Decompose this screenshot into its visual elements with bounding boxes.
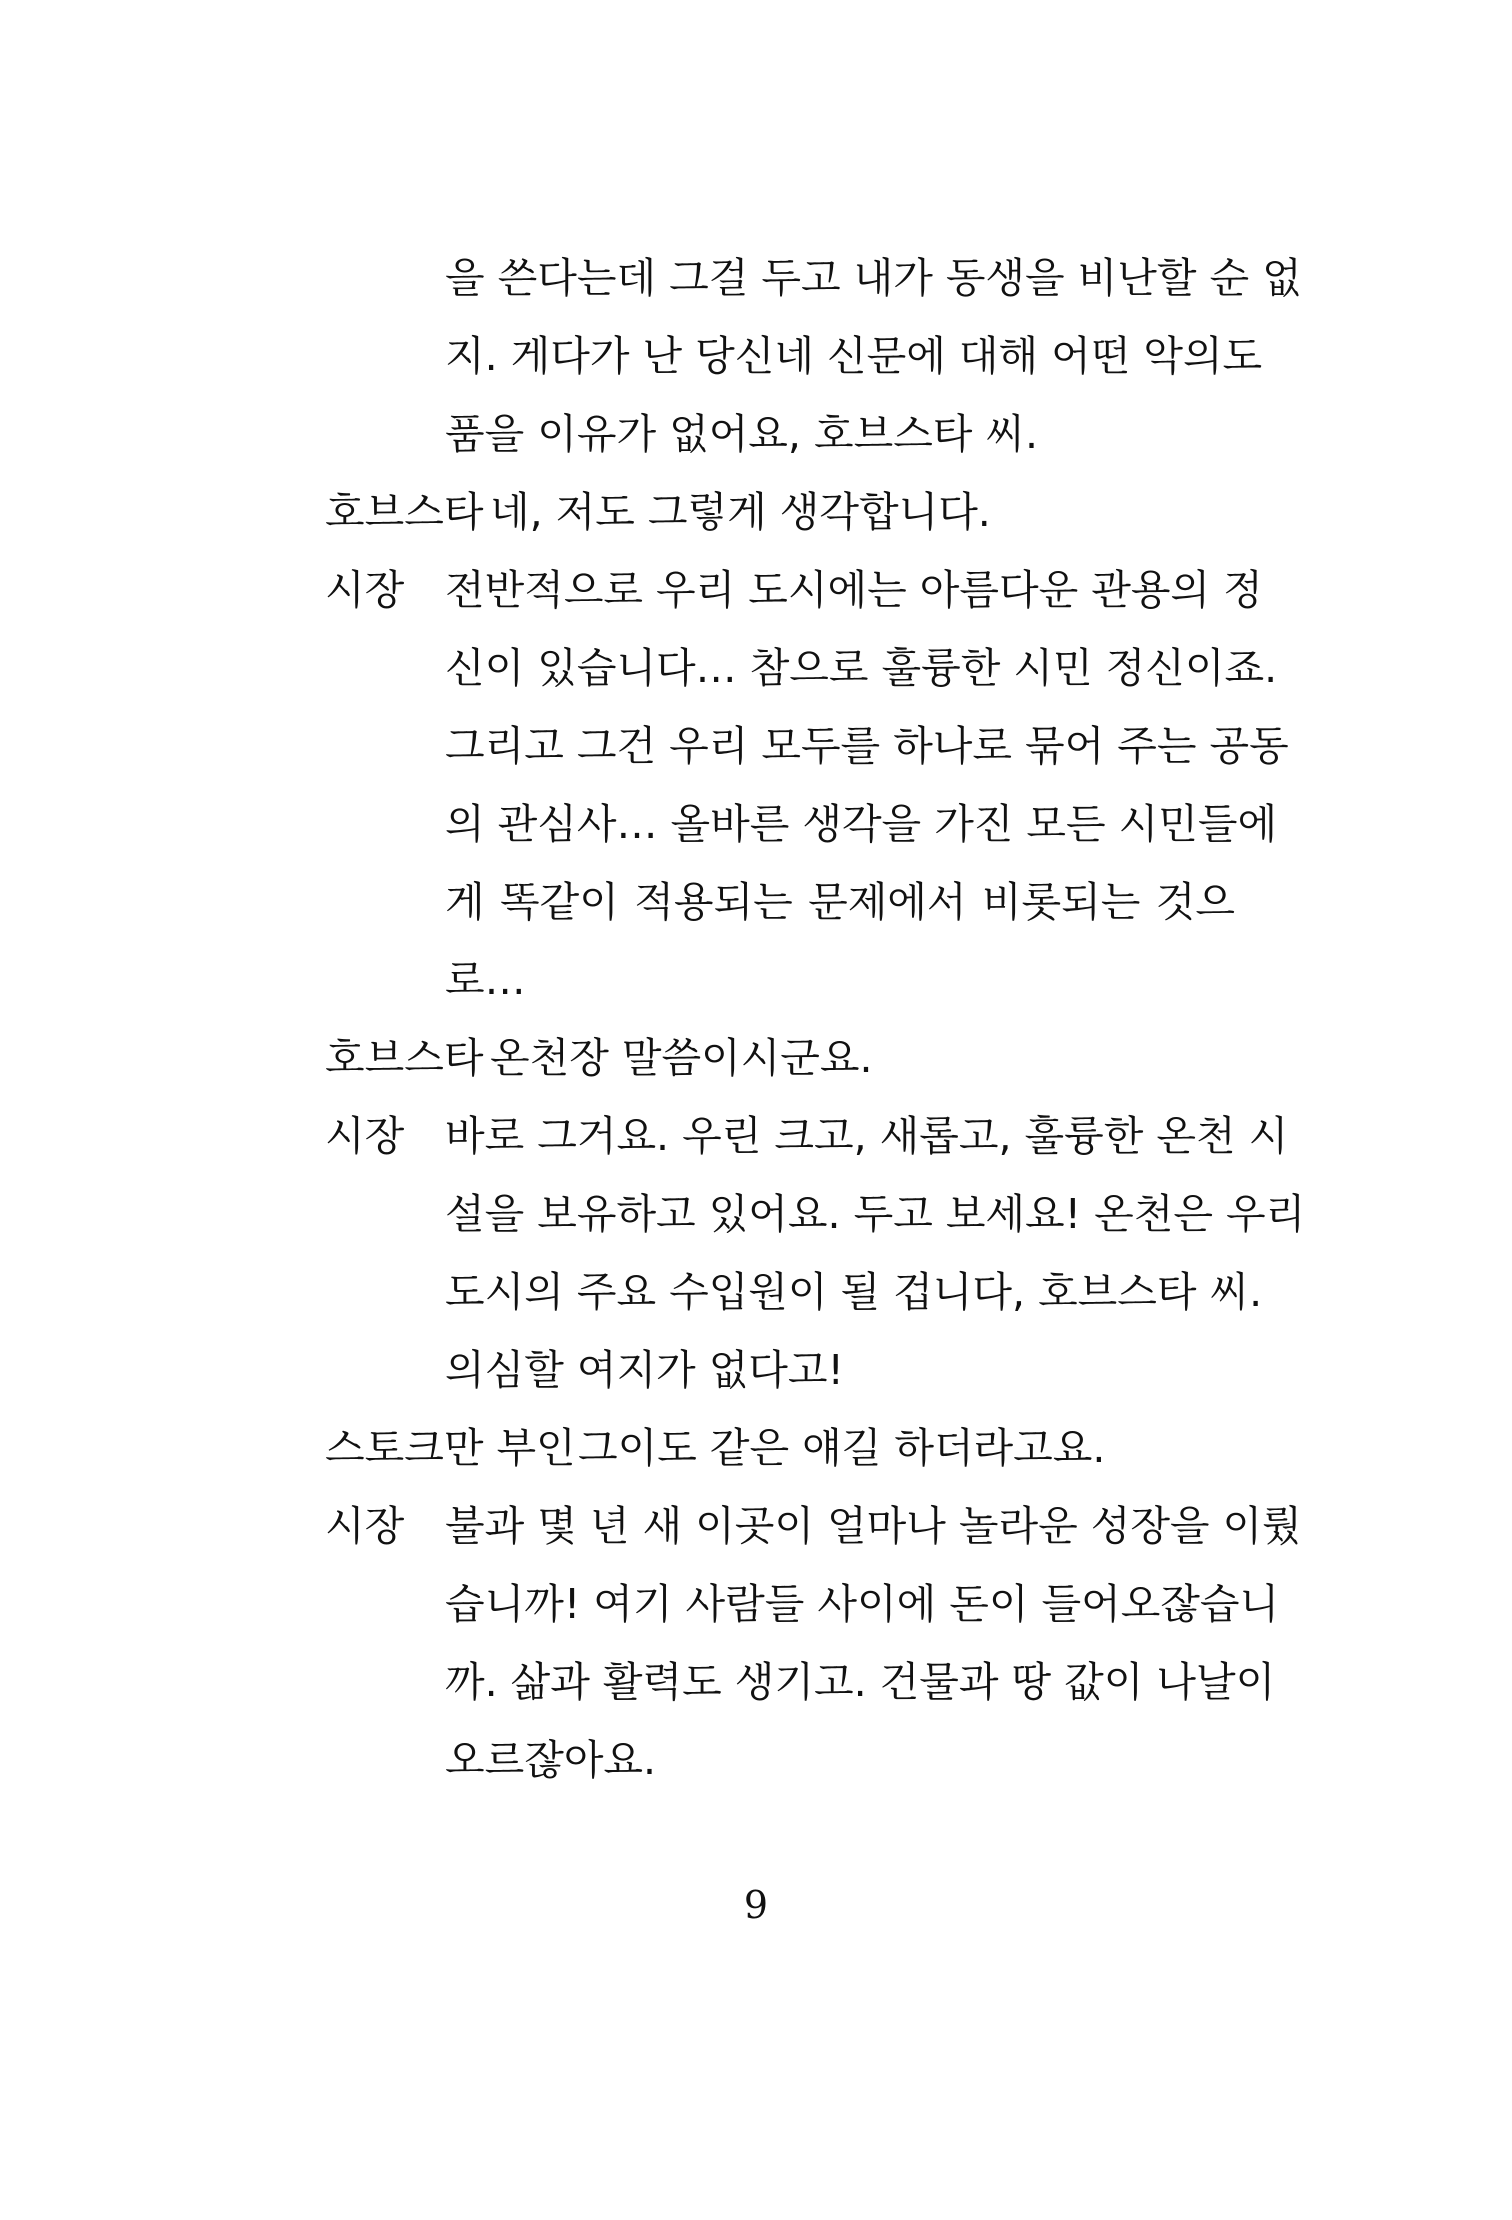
dialogue-line: 을 쓴다는데 그걸 두고 내가 동생을 비난할 순 없 — [445, 254, 1302, 302]
dialogue-line: 까. 삶과 활력도 생기고. 건물과 땅 값이 나날이 — [445, 1658, 1276, 1706]
dialogue-line: 지. 게다가 난 당신네 신문에 대해 어떤 악의도 — [445, 332, 1263, 380]
dialogue-line: 그리고 그건 우리 모두를 하나로 묶어 주는 공동 — [445, 722, 1289, 770]
dialogue-line: 온천장 말씀이시군요. — [490, 1034, 873, 1082]
dialogue-line: 그이도 같은 얘길 하더라고요. — [578, 1424, 1106, 1472]
page-number: 9 — [743, 1883, 769, 1927]
speaker-name: 스토크만 부인 — [325, 1424, 576, 1472]
dialogue-line: 바로 그거요. 우린 크고, 새롭고, 훌륭한 온천 시 — [445, 1112, 1289, 1160]
dialogue-line: 불과 몇 년 새 이곳이 얼마나 놀라운 성장을 이뤘 — [445, 1502, 1302, 1550]
dialogue-line: 오르잖아요. — [445, 1736, 657, 1784]
dialogue-line: 의심할 여지가 없다고! — [445, 1346, 844, 1394]
dialogue-line: 설을 보유하고 있어요. 두고 보세요! 온천은 우리 — [445, 1190, 1306, 1238]
dialogue-line: 로… — [445, 956, 526, 1004]
dialogue-line: 신이 있습니다… 참으로 훌륭한 시민 정신이죠. — [445, 644, 1278, 692]
speaker-name: 시장 — [325, 1502, 405, 1550]
speaker-name: 호브스타 — [325, 1034, 484, 1082]
speaker-name: 호브스타 — [325, 488, 484, 536]
dialogue-line: 습니까! 여기 사람들 사이에 돈이 들어오잖습니 — [445, 1580, 1280, 1628]
speaker-name: 시장 — [325, 1112, 405, 1160]
dialogue-line: 도시의 주요 수입원이 될 겁니다, 호브스타 씨. — [445, 1268, 1263, 1316]
dialogue-line: 네, 저도 그렇게 생각합니다. — [490, 488, 991, 536]
dialogue-line: 게 똑같이 적용되는 문제에서 비롯되는 것으 — [445, 878, 1235, 926]
speaker-name: 시장 — [325, 566, 405, 614]
dialogue-line: 전반적으로 우리 도시에는 아름다운 관용의 정 — [445, 566, 1263, 614]
dialogue-line: 의 관심사… 올바른 생각을 가진 모든 시민들에 — [445, 800, 1278, 848]
dialogue-line: 품을 이유가 없어요, 호브스타 씨. — [445, 410, 1039, 458]
